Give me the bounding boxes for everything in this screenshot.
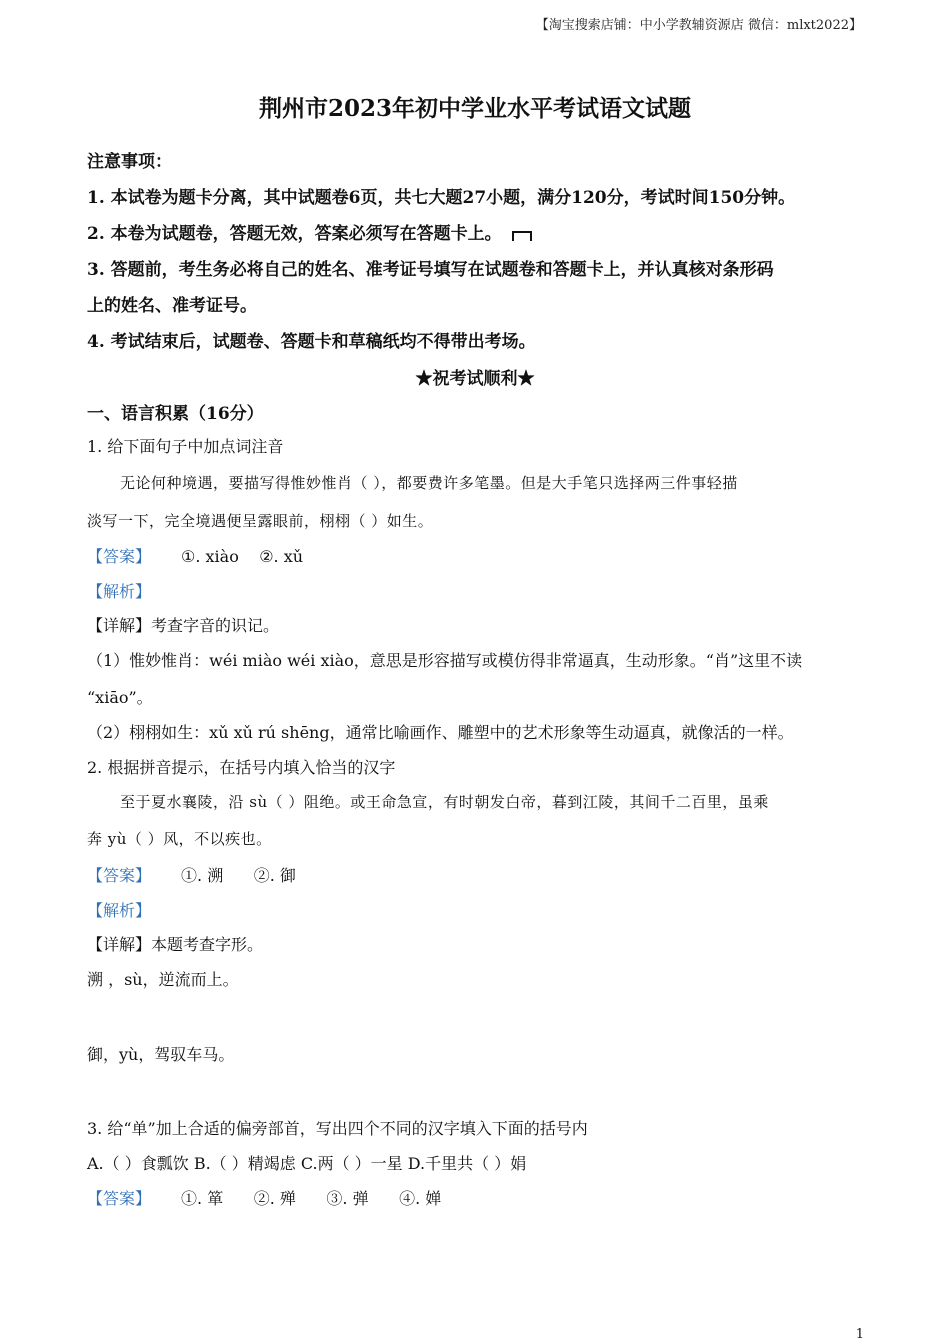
cursor-mark-icon (512, 231, 532, 241)
answer-label: 【答案】 (87, 866, 152, 885)
notice-item-3: 3. 答题前，考生务必将自己的姓名、准考证号填写在试题卷和答题卡上，并认真核对条形码 (87, 260, 774, 280)
blessing: ★祝考试顺利★ (415, 369, 535, 389)
header-note: 【淘宝搜索店铺：中小学教辅资源店 微信：mlxt2022】 (535, 18, 862, 33)
q2-analysis-label: 【解析】 (87, 901, 152, 920)
q3-stem: 3. 给“单”加上合适的偏旁部首，写出四个不同的汉字填入下面的括号内 (87, 1119, 588, 1138)
q2-answer (87, 863, 296, 886)
q1-text-line2: 淡写一下，完全境遇便呈露眼前，栩栩（ ）如生。 (87, 512, 434, 530)
notice-heading: 注意事项： (87, 152, 172, 172)
q2-answer-2: ②. 御 (253, 866, 296, 885)
q2-stem: 2. 根据拼音提示，在括号内填入恰当的汉字 (87, 758, 396, 777)
q1-analysis-label: 【解析】 (87, 582, 152, 601)
q1-answer (87, 544, 303, 567)
section-heading: 一、语言积累（16分） (87, 404, 264, 424)
q3-answer (87, 1186, 441, 1209)
q3-answer-4: ④. 婵 (399, 1189, 442, 1208)
q3-options: A.（ ）食瓢饮 B.（ ）精竭虑 C.两（ ）一星 D.千里共（ ）娟 (87, 1154, 527, 1173)
q1-answer-2: ②. xǔ (259, 547, 304, 566)
q2-answer-1: ①. 溯 (181, 866, 224, 885)
q3-answer-3: ③. 弹 (326, 1189, 369, 1208)
q1-text-line1: 无论何种境遇，要描写得惟妙惟肖（ ），都要费许多笔墨。但是大手笔只选择两三件事轻描 (120, 474, 738, 492)
notice-item-3-cont: 上的姓名、准考证号。 (87, 296, 257, 316)
q1-point2: （2）栩栩如生：xǔ xǔ rú shēng，通常比喻画作、雕塑中的艺术形象等生动逼真，就像活的一样。 (87, 723, 794, 742)
answer-label: 【答案】 (87, 1189, 152, 1208)
q2-detail: 【详解】本题考查字形。 (87, 935, 264, 954)
q3-answer-2: ②. 殚 (253, 1189, 296, 1208)
notice-item-2-text: 2. 本卷为试题卷，答题无效，答案必须写在答题卡上。 (87, 224, 502, 244)
q2-point2: 御，yù，驾驭车马。 (87, 1045, 235, 1064)
notice-item-4: 4. 考试结束后，试题卷、答题卡和草稿纸均不得带出考场。 (87, 332, 536, 352)
q3-answer-1: ①. 箪 (181, 1189, 224, 1208)
notice-item-1: 1. 本试卷为题卡分离，其中试题卷6页，共七大题27小题，满分120分，考试时间150分钟。 (87, 188, 796, 208)
q1-point1-line2: “xiāo”。 (87, 688, 153, 707)
page-number: 1 (855, 1327, 864, 1342)
q1-stem: 1. 给下面句子中加点词注音 (87, 437, 284, 456)
q1-point1-line1: （1）惟妙惟肖：wéi miào wéi xiào，意思是形容描写或模仿得非常逼真，生动形象。“肖”这里不读 (87, 651, 803, 670)
q2-text-line2: 奔 yù（ ）风，不以疾也。 (87, 830, 272, 848)
notice-item-2 (87, 219, 532, 244)
q2-point1: 溯 ，sù，逆流而上。 (87, 970, 239, 989)
q1-detail: 【详解】考查字音的识记。 (87, 616, 280, 635)
q2-text-line1: 至于夏水襄陵，沿 sù（ ）阻绝。或王命急宣，有时朝发白帝，暮到江陵，其间千二百里，虽乘 (120, 793, 769, 811)
answer-label: 【答案】 (87, 547, 152, 566)
q1-answer-1: ①. xiào (181, 547, 239, 566)
page-title: 荆州市2023年初中学业水平考试语文试题 (258, 95, 691, 122)
